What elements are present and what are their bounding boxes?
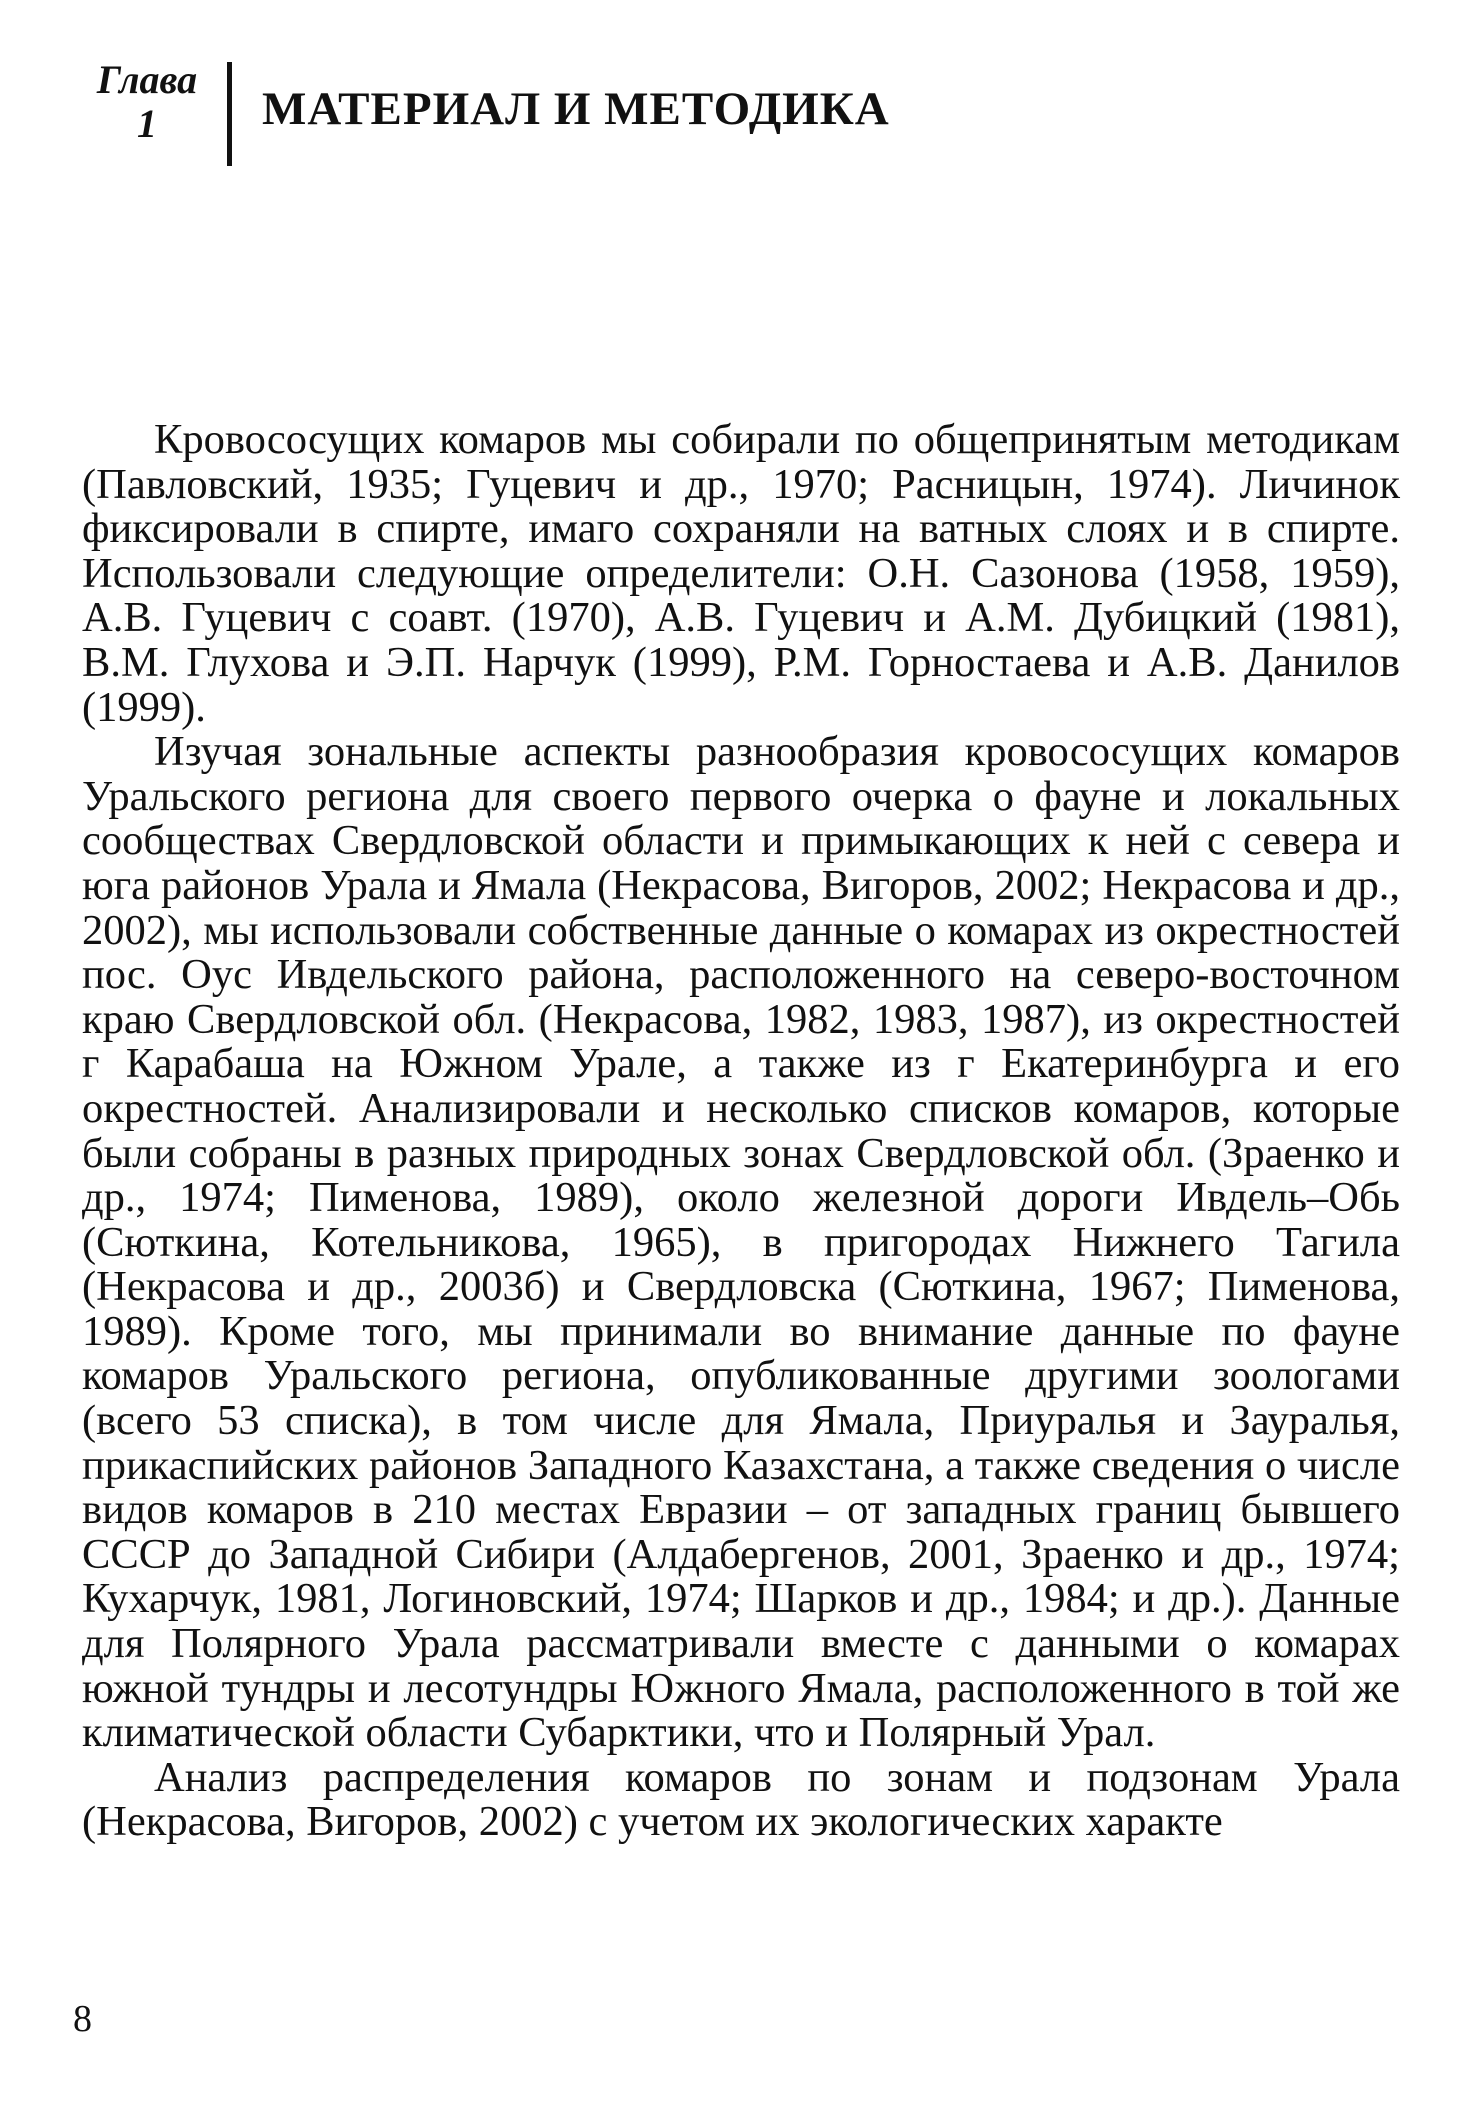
- paragraph-3: Анализ распределения комаров по зонам и подзонам Урала (Некрасова, Вигоров, 2002) с учетом их экологических характе: [82, 1753, 1400, 1846]
- page-number: 8: [73, 1998, 92, 2040]
- chapter-divider: [227, 62, 232, 166]
- body-text: [82, 418, 1400, 1845]
- chapter-label: [82, 58, 212, 146]
- chapter-title: МАТЕРИАЛ И МЕТОДИКА: [262, 83, 890, 135]
- paragraph-2: Изучая зональные аспекты разнообразия кровососущих комаров Уральского региона для своего первого очерка о фауне и локальных сообществах Свердловской области и примыкающих к ней с севера и юга районов Урала и Ямала (Некрасова, Вигоров, 2002; Некрасова и др., 2002), мы использовали собственные данные о комарах из окрестностей пос. Оус Ивдельского района, расположенного на северо-восточном краю Свердловской обл. (Некрасова, 1982, 1983, 1987), из окрестностей г Карабаша на Южном Урале, а также из г Екатеринбурга и его окрестностей. Анализировали и несколько списков комаров, которые были собраны в разных природных зонах Свердловской обл. (Зраенко и др., 1974; Пименова, 1989), около железной дороги Ивдель–Обь (Сюткина, Котельникова, 1965), в пригородах Нижнего Тагила (Некрасова и др., 2003б) и Свердловска (Сюткина, 1967; Пименова, 1989). Кроме того, мы принимали во внимание данные по фауне комаров Уральского региона, опубликованные другими зоологами (всего 53 списка), в том числе для Ямала, Приуралья и Зауралья, прикаспийских районов Западного Казахстана, а также сведения о числе видов комаров в 210 местах Евразии – от западных границ бывшего СССР до Западной Сибири (Алдабергенов, 2001, Зраенко и др., 1974; Кухарчук, 1981, Логиновский, 1974; Шарков и др., 1984; и др.). Данные для Полярного Урала рассматривали вместе с данными о комарах южной тундры и лесотундры Южного Ямала, расположенного в той же климатической области Субарктики, что и Полярный Урал.: [82, 728, 1400, 1757]
- chapter-word: Глава: [96, 57, 198, 102]
- paragraph-1: Кровососущих комаров мы собирали по общепринятым методикам (Павловский, 1935; Гуцевич и др., 1970; Расницын, 1974). Личинок фиксировали в спирте, имаго сохраняли на ватных слоях и в спирте. Использовали следующие определители: О.Н. Сазонова (1958, 1959), А.В. Гуцевич с соавт. (1970), А.В. Гуцевич и А.М. Дубицкий (1981), В.М. Глухова и Э.П. Нарчук (1999), Р.М. Горностаева и А.В. Данилов (1999).: [82, 416, 1400, 731]
- chapter-heading: [82, 58, 890, 166]
- chapter-number: 1: [137, 101, 157, 146]
